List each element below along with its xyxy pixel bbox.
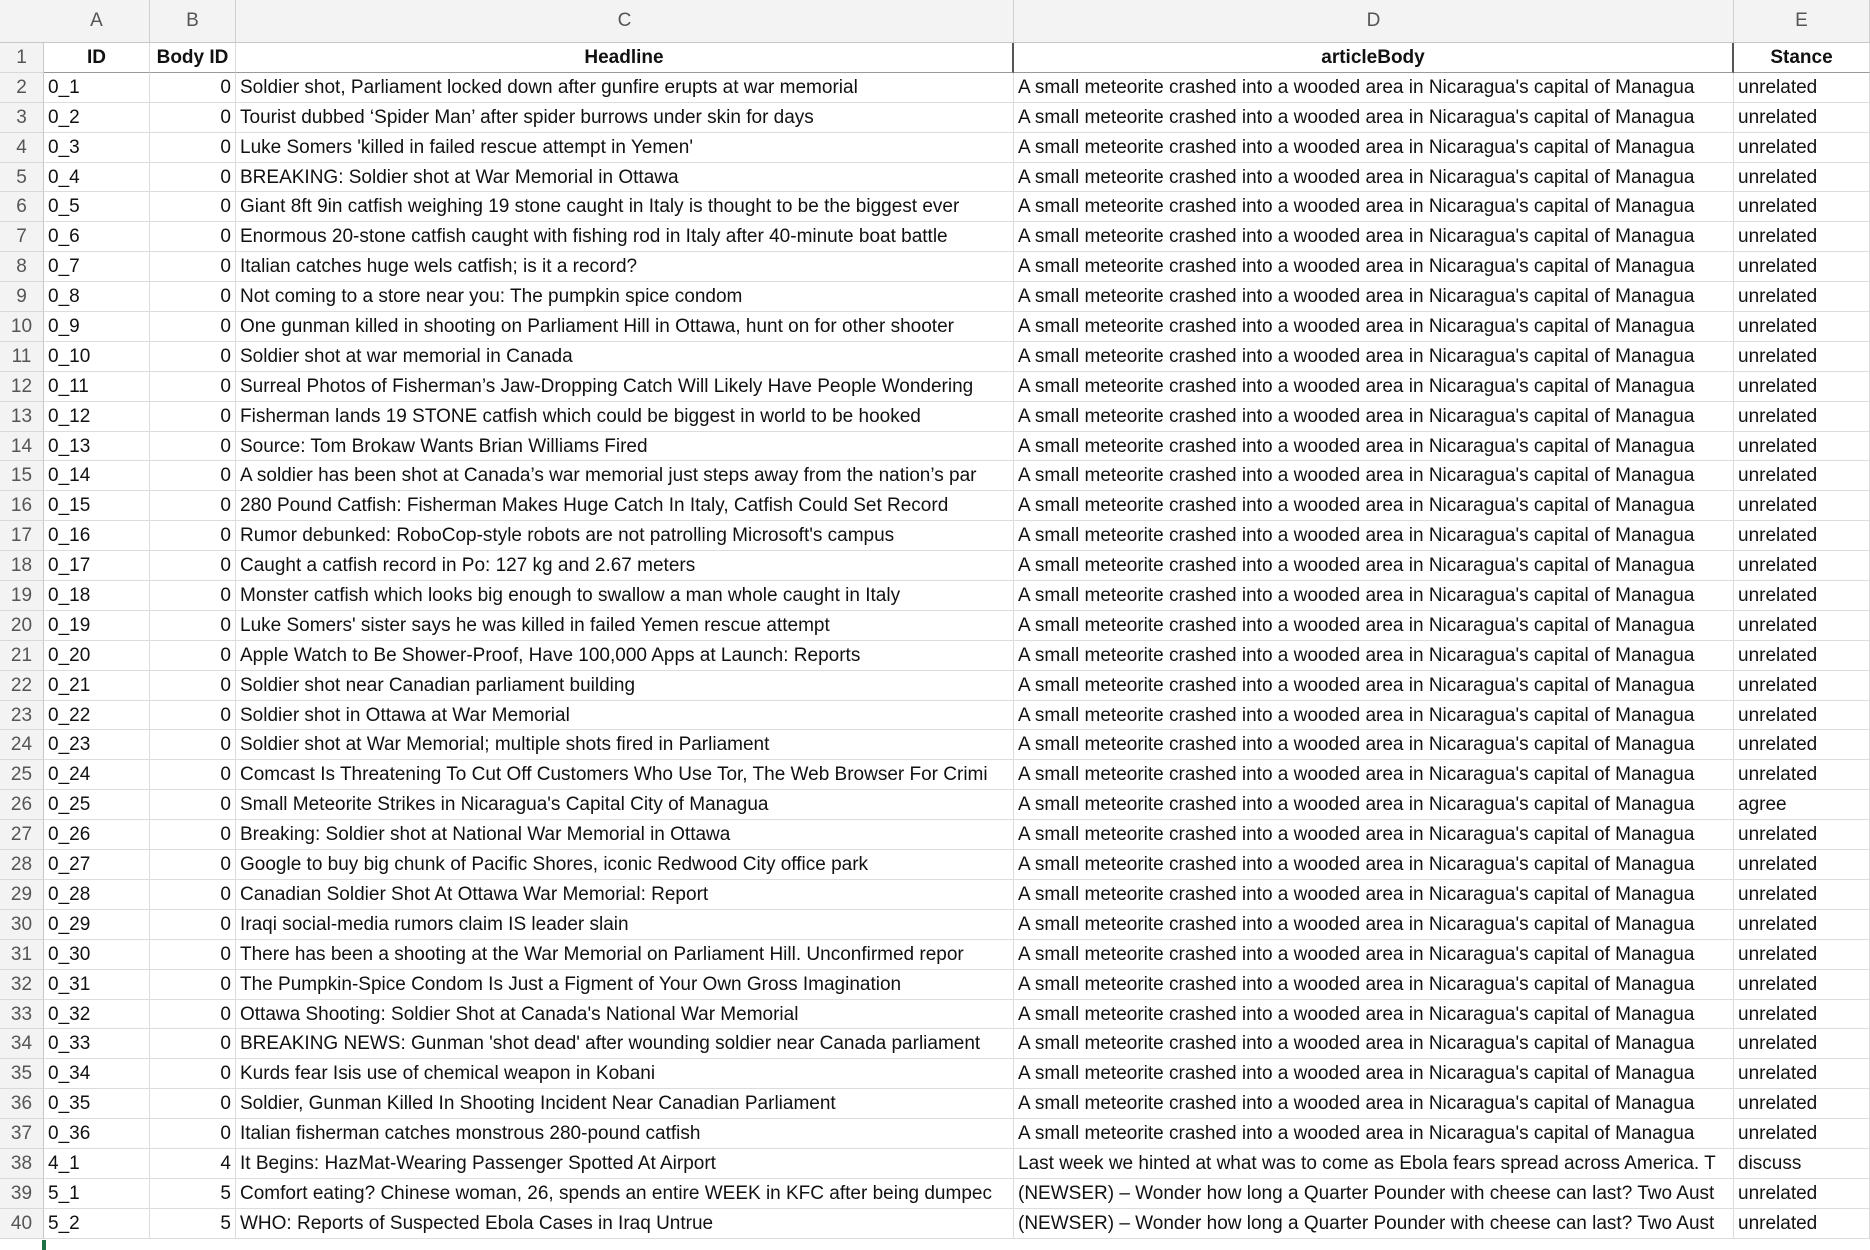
row-number[interactable]: 6 <box>0 192 44 222</box>
row-number[interactable]: 27 <box>0 820 44 850</box>
cell-id[interactable]: 0_28 <box>44 880 150 910</box>
cell-stance[interactable]: unrelated <box>1734 103 1870 133</box>
cell-article-body[interactable]: A small meteorite crashed into a wooded area in Nicaragua's capital of Managua <box>1014 222 1734 252</box>
cell-stance[interactable]: unrelated <box>1734 820 1870 850</box>
table-row <box>0 521 1870 551</box>
cell-headline[interactable]: BREAKING NEWS: Gunman 'shot dead' after wounding soldier near Canada parliament <box>236 1029 1014 1059</box>
cell-headline[interactable]: Italian catches huge wels catfish; is it a record? <box>236 252 1014 282</box>
cell-id[interactable]: 4_1 <box>44 1149 150 1179</box>
table-row <box>0 222 1870 252</box>
column-header-d[interactable]: D <box>1014 0 1734 42</box>
header-id[interactable]: ID <box>44 43 150 73</box>
cell-article-body[interactable]: A small meteorite crashed into a wooded area in Nicaragua's capital of Managua <box>1014 970 1734 1000</box>
cell-stance[interactable]: unrelated <box>1734 222 1870 252</box>
cell-body-id[interactable]: 0 <box>150 820 236 850</box>
cell-headline[interactable]: WHO: Reports of Suspected Ebola Cases in Iraq Untrue <box>236 1209 1014 1239</box>
cell-id[interactable]: 0_34 <box>44 1059 150 1089</box>
cell-article-body[interactable]: A small meteorite crashed into a wooded area in Nicaragua's capital of Managua <box>1014 312 1734 342</box>
row-number[interactable]: 22 <box>0 671 44 701</box>
row-number[interactable]: 34 <box>0 1029 44 1059</box>
cell-article-body[interactable]: A small meteorite crashed into a wooded area in Nicaragua's capital of Managua <box>1014 372 1734 402</box>
table-row <box>0 1179 1870 1209</box>
cell-headline[interactable]: 280 Pound Catfish: Fisherman Makes Huge Catch In Italy, Catfish Could Set Record <box>236 491 1014 521</box>
cell-article-body[interactable]: A small meteorite crashed into a wooded area in Nicaragua's capital of Managua <box>1014 880 1734 910</box>
cell-id[interactable]: 0_27 <box>44 850 150 880</box>
table-row <box>0 1029 1870 1059</box>
cell-body-id[interactable]: 0 <box>150 521 236 551</box>
cell-body-id[interactable]: 0 <box>150 73 236 103</box>
cell-article-body[interactable]: A small meteorite crashed into a wooded area in Nicaragua's capital of Managua <box>1014 1000 1734 1030</box>
table-row <box>0 790 1870 820</box>
cell-headline[interactable]: Soldier shot near Canadian parliament building <box>236 671 1014 701</box>
cell-article-body[interactable]: A small meteorite crashed into a wooded area in Nicaragua's capital of Managua <box>1014 581 1734 611</box>
cell-stance[interactable]: unrelated <box>1734 491 1870 521</box>
cell-stance[interactable]: unrelated <box>1734 671 1870 701</box>
cell-id[interactable]: 0_7 <box>44 252 150 282</box>
cell-article-body[interactable]: A small meteorite crashed into a wooded area in Nicaragua's capital of Managua <box>1014 103 1734 133</box>
cell-article-body[interactable]: A small meteorite crashed into a wooded area in Nicaragua's capital of Managua <box>1014 432 1734 462</box>
row-number[interactable]: 20 <box>0 611 44 641</box>
cell-id[interactable]: 0_24 <box>44 760 150 790</box>
cell-stance[interactable]: unrelated <box>1734 551 1870 581</box>
row-number[interactable]: 14 <box>0 432 44 462</box>
cell-article-body[interactable]: A small meteorite crashed into a wooded area in Nicaragua's capital of Managua <box>1014 940 1734 970</box>
cell-stance[interactable]: unrelated <box>1734 432 1870 462</box>
cell-article-body[interactable]: (NEWSER) – Wonder how long a Quarter Pounder with cheese can last? Two Aust <box>1014 1209 1734 1239</box>
cell-body-id[interactable]: 0 <box>150 910 236 940</box>
cell-stance[interactable]: unrelated <box>1734 910 1870 940</box>
column-header-e[interactable]: E <box>1734 0 1870 42</box>
row-number[interactable]: 23 <box>0 701 44 731</box>
cell-article-body[interactable]: A small meteorite crashed into a wooded area in Nicaragua's capital of Managua <box>1014 910 1734 940</box>
cell-article-body[interactable]: A small meteorite crashed into a wooded area in Nicaragua's capital of Managua <box>1014 671 1734 701</box>
cell-body-id[interactable]: 0 <box>150 282 236 312</box>
cell-id[interactable]: 0_21 <box>44 671 150 701</box>
table-row <box>0 342 1870 372</box>
cell-headline[interactable]: Iraqi social-media rumors claim IS leader slain <box>236 910 1014 940</box>
cell-id[interactable]: 0_10 <box>44 342 150 372</box>
cell-headline[interactable]: It Begins: HazMat-Wearing Passenger Spotted At Airport <box>236 1149 1014 1179</box>
cell-article-body[interactable]: A small meteorite crashed into a wooded area in Nicaragua's capital of Managua <box>1014 252 1734 282</box>
cell-body-id[interactable]: 0 <box>150 671 236 701</box>
cell-id[interactable]: 0_31 <box>44 970 150 1000</box>
cell-stance[interactable]: agree <box>1734 790 1870 820</box>
cell-body-id[interactable]: 0 <box>150 491 236 521</box>
cell-stance[interactable]: unrelated <box>1734 641 1870 671</box>
cell-article-body[interactable]: A small meteorite crashed into a wooded area in Nicaragua's capital of Managua <box>1014 1089 1734 1119</box>
cell-article-body[interactable]: A small meteorite crashed into a wooded area in Nicaragua's capital of Managua <box>1014 521 1734 551</box>
header-headline[interactable]: Headline <box>236 43 1014 73</box>
table-row <box>0 192 1870 222</box>
cell-stance[interactable]: unrelated <box>1734 1059 1870 1089</box>
row-number[interactable]: 28 <box>0 850 44 880</box>
cell-article-body[interactable]: A small meteorite crashed into a wooded area in Nicaragua's capital of Managua <box>1014 701 1734 731</box>
cell-id[interactable]: 0_16 <box>44 521 150 551</box>
cell-stance[interactable]: unrelated <box>1734 163 1870 193</box>
cell-body-id[interactable]: 0 <box>150 1029 236 1059</box>
cell-body-id[interactable]: 0 <box>150 970 236 1000</box>
cell-body-id[interactable]: 0 <box>150 1059 236 1089</box>
cell-article-body[interactable]: Last week we hinted at what was to come as Ebola fears spread across America. T <box>1014 1149 1734 1179</box>
cell-article-body[interactable]: A small meteorite crashed into a wooded area in Nicaragua's capital of Managua <box>1014 192 1734 222</box>
cell-headline[interactable]: Italian fisherman catches monstrous 280-pound catfish <box>236 1119 1014 1149</box>
cell-id[interactable]: 0_4 <box>44 163 150 193</box>
cell-article-body[interactable]: A small meteorite crashed into a wooded area in Nicaragua's capital of Managua <box>1014 730 1734 760</box>
table-row <box>0 910 1870 940</box>
cell-headline[interactable]: Apple Watch to Be Shower-Proof, Have 100,000 Apps at Launch: Reports <box>236 641 1014 671</box>
cell-headline[interactable]: Soldier shot at War Memorial; multiple shots fired in Parliament <box>236 730 1014 760</box>
cell-article-body[interactable]: A small meteorite crashed into a wooded area in Nicaragua's capital of Managua <box>1014 402 1734 432</box>
header-article-body[interactable]: articleBody <box>1014 43 1734 73</box>
column-header-b[interactable]: B <box>150 0 236 42</box>
cell-stance[interactable]: unrelated <box>1734 402 1870 432</box>
cell-body-id[interactable]: 0 <box>150 611 236 641</box>
row-number[interactable]: 7 <box>0 222 44 252</box>
cell-body-id[interactable]: 4 <box>150 1149 236 1179</box>
cell-headline[interactable]: Kurds fear Isis use of chemical weapon in Kobani <box>236 1059 1014 1089</box>
row-number[interactable]: 25 <box>0 760 44 790</box>
row-number[interactable]: 16 <box>0 491 44 521</box>
cell-body-id[interactable]: 0 <box>150 163 236 193</box>
row-number[interactable]: 37 <box>0 1119 44 1149</box>
table-row <box>0 581 1870 611</box>
cell-headline[interactable]: Monster catfish which looks big enough to swallow a man whole caught in Italy <box>236 581 1014 611</box>
cell-stance[interactable]: unrelated <box>1734 701 1870 731</box>
row-number[interactable]: 13 <box>0 402 44 432</box>
cell-id[interactable]: 0_12 <box>44 402 150 432</box>
table-row <box>0 402 1870 432</box>
cell-article-body[interactable]: A small meteorite crashed into a wooded area in Nicaragua's capital of Managua <box>1014 1029 1734 1059</box>
cell-id[interactable]: 0_26 <box>44 820 150 850</box>
cell-headline[interactable]: Soldier shot in Ottawa at War Memorial <box>236 701 1014 731</box>
column-header-a[interactable]: A <box>44 0 150 42</box>
row-number[interactable]: 18 <box>0 551 44 581</box>
header-stance[interactable]: Stance <box>1734 43 1870 73</box>
cell-id[interactable]: 0_6 <box>44 222 150 252</box>
cell-article-body[interactable]: A small meteorite crashed into a wooded area in Nicaragua's capital of Managua <box>1014 1119 1734 1149</box>
cell-body-id[interactable]: 0 <box>150 372 236 402</box>
cell-headline[interactable]: Soldier, Gunman Killed In Shooting Incident Near Canadian Parliament <box>236 1089 1014 1119</box>
cell-id[interactable]: 5_2 <box>44 1209 150 1239</box>
cell-body-id[interactable]: 0 <box>150 551 236 581</box>
table-row <box>0 551 1870 581</box>
cell-article-body[interactable]: A small meteorite crashed into a wooded area in Nicaragua's capital of Managua <box>1014 282 1734 312</box>
row-number[interactable]: 36 <box>0 1089 44 1119</box>
table-row <box>0 1000 1870 1030</box>
row-number[interactable]: 11 <box>0 342 44 372</box>
cell-id[interactable]: 0_18 <box>44 581 150 611</box>
cell-headline[interactable]: Google to buy big chunk of Pacific Shores, iconic Redwood City office park <box>236 850 1014 880</box>
cell-article-body[interactable]: A small meteorite crashed into a wooded area in Nicaragua's capital of Managua <box>1014 1059 1734 1089</box>
cell-stance[interactable]: unrelated <box>1734 252 1870 282</box>
cell-article-body[interactable]: A small meteorite crashed into a wooded area in Nicaragua's capital of Managua <box>1014 611 1734 641</box>
row-number[interactable]: 38 <box>0 1149 44 1179</box>
cell-body-id[interactable]: 5 <box>150 1209 236 1239</box>
cell-article-body[interactable]: A small meteorite crashed into a wooded area in Nicaragua's capital of Managua <box>1014 461 1734 491</box>
cell-headline[interactable]: Soldier shot, Parliament locked down after gunfire erupts at war memorial <box>236 73 1014 103</box>
cell-body-id[interactable]: 0 <box>150 940 236 970</box>
cell-stance[interactable]: discuss <box>1734 1149 1870 1179</box>
cell-article-body[interactable]: A small meteorite crashed into a wooded area in Nicaragua's capital of Managua <box>1014 73 1734 103</box>
cell-body-id[interactable]: 0 <box>150 701 236 731</box>
cell-stance[interactable]: unrelated <box>1734 581 1870 611</box>
cell-stance[interactable]: unrelated <box>1734 1089 1870 1119</box>
cell-stance[interactable]: unrelated <box>1734 880 1870 910</box>
cell-id[interactable]: 0_20 <box>44 641 150 671</box>
table-header-row <box>0 43 1870 73</box>
cell-headline[interactable]: A soldier has been shot at Canada’s war memorial just steps away from the nation’s par <box>236 461 1014 491</box>
cell-stance[interactable]: unrelated <box>1734 521 1870 551</box>
table-row <box>0 73 1870 103</box>
table-row <box>0 701 1870 731</box>
cell-headline[interactable]: Comfort eating? Chinese woman, 26, spends an entire WEEK in KFC after being dumpec <box>236 1179 1014 1209</box>
cell-body-id[interactable]: 0 <box>150 103 236 133</box>
cell-id[interactable]: 0_30 <box>44 940 150 970</box>
cell-stance[interactable]: unrelated <box>1734 1119 1870 1149</box>
row-number[interactable]: 8 <box>0 252 44 282</box>
row-number[interactable]: 2 <box>0 73 44 103</box>
row-number[interactable]: 29 <box>0 880 44 910</box>
table-row <box>0 282 1870 312</box>
cell-headline[interactable]: Tourist dubbed ‘Spider Man’ after spider burrows under skin for days <box>236 103 1014 133</box>
cell-id[interactable]: 0_23 <box>44 730 150 760</box>
cell-stance[interactable]: unrelated <box>1734 760 1870 790</box>
table-row <box>0 1089 1870 1119</box>
row-number[interactable]: 40 <box>0 1209 44 1239</box>
table-row <box>0 940 1870 970</box>
cell-stance[interactable]: unrelated <box>1734 372 1870 402</box>
cell-headline[interactable]: Luke Somers' sister says he was killed in failed Yemen rescue attempt <box>236 611 1014 641</box>
cell-id[interactable]: 0_5 <box>44 192 150 222</box>
cell-stance[interactable]: unrelated <box>1734 730 1870 760</box>
table-row <box>0 671 1870 701</box>
cell-body-id[interactable]: 0 <box>150 192 236 222</box>
cell-stance[interactable]: unrelated <box>1734 970 1870 1000</box>
row-number[interactable]: 33 <box>0 1000 44 1030</box>
cell-id[interactable]: 0_19 <box>44 611 150 641</box>
cell-article-body[interactable]: A small meteorite crashed into a wooded area in Nicaragua's capital of Managua <box>1014 820 1734 850</box>
cell-headline[interactable]: Luke Somers 'killed in failed rescue attempt in Yemen' <box>236 133 1014 163</box>
cell-id[interactable]: 0_32 <box>44 1000 150 1030</box>
cell-headline[interactable]: Surreal Photos of Fisherman’s Jaw-Dropping Catch Will Likely Have People Wondering <box>236 372 1014 402</box>
row-number[interactable]: 39 <box>0 1179 44 1209</box>
selection-indicator <box>42 1240 46 1250</box>
table-row <box>0 970 1870 1000</box>
cell-id[interactable]: 0_11 <box>44 372 150 402</box>
cell-headline[interactable]: Rumor debunked: RoboCop-style robots are not patrolling Microsoft's campus <box>236 521 1014 551</box>
cell-article-body[interactable]: A small meteorite crashed into a wooded area in Nicaragua's capital of Managua <box>1014 760 1734 790</box>
table-row <box>0 641 1870 671</box>
column-header-c[interactable]: C <box>236 0 1014 42</box>
cell-body-id[interactable]: 0 <box>150 880 236 910</box>
cell-body-id[interactable]: 0 <box>150 850 236 880</box>
cell-article-body[interactable]: A small meteorite crashed into a wooded area in Nicaragua's capital of Managua <box>1014 491 1734 521</box>
cell-body-id[interactable]: 0 <box>150 133 236 163</box>
cell-headline[interactable]: The Pumpkin-Spice Condom Is Just a Figment of Your Own Gross Imagination <box>236 970 1014 1000</box>
row-number[interactable]: 21 <box>0 641 44 671</box>
table-row <box>0 312 1870 342</box>
cell-id[interactable]: 0_33 <box>44 1029 150 1059</box>
cell-stance[interactable]: unrelated <box>1734 1029 1870 1059</box>
cell-headline[interactable]: Small Meteorite Strikes in Nicaragua's Capital City of Managua <box>236 790 1014 820</box>
cell-headline[interactable]: Not coming to a store near you: The pumpkin spice condom <box>236 282 1014 312</box>
cell-stance[interactable]: unrelated <box>1734 850 1870 880</box>
cell-stance[interactable]: unrelated <box>1734 73 1870 103</box>
cell-id[interactable]: 0_15 <box>44 491 150 521</box>
cell-article-body[interactable]: A small meteorite crashed into a wooded area in Nicaragua's capital of Managua <box>1014 850 1734 880</box>
cell-stance[interactable]: unrelated <box>1734 342 1870 372</box>
cell-headline[interactable]: Giant 8ft 9in catfish weighing 19 stone caught in Italy is thought to be the biggest ever <box>236 192 1014 222</box>
cell-headline[interactable]: Fisherman lands 19 STONE catfish which could be biggest in world to be hooked <box>236 402 1014 432</box>
cell-article-body[interactable]: A small meteorite crashed into a wooded area in Nicaragua's capital of Managua <box>1014 163 1734 193</box>
cell-stance[interactable]: unrelated <box>1734 461 1870 491</box>
row-number[interactable]: 3 <box>0 103 44 133</box>
table-row <box>0 1209 1870 1239</box>
table-row <box>0 103 1870 133</box>
cell-stance[interactable]: unrelated <box>1734 282 1870 312</box>
cell-headline[interactable]: Canadian Soldier Shot At Ottawa War Memorial: Report <box>236 880 1014 910</box>
row-number[interactable]: 15 <box>0 461 44 491</box>
cell-body-id[interactable]: 0 <box>150 1089 236 1119</box>
row-number[interactable]: 1 <box>0 43 44 73</box>
cell-article-body[interactable]: A small meteorite crashed into a wooded area in Nicaragua's capital of Managua <box>1014 641 1734 671</box>
cell-id[interactable]: 0_2 <box>44 103 150 133</box>
cell-id[interactable]: 0_1 <box>44 73 150 103</box>
cell-headline[interactable]: Breaking: Soldier shot at National War Memorial in Ottawa <box>236 820 1014 850</box>
cell-body-id[interactable]: 0 <box>150 222 236 252</box>
cell-headline[interactable]: Ottawa Shooting: Soldier Shot at Canada's National War Memorial <box>236 1000 1014 1030</box>
table-row <box>0 820 1870 850</box>
cell-id[interactable]: 0_29 <box>44 910 150 940</box>
cell-headline[interactable]: There has been a shooting at the War Memorial on Parliament Hill. Unconfirmed repor <box>236 940 1014 970</box>
cell-body-id[interactable]: 0 <box>150 1119 236 1149</box>
cell-headline[interactable]: Enormous 20-stone catfish caught with fishing rod in Italy after 40-minute boat battle <box>236 222 1014 252</box>
cell-stance[interactable]: unrelated <box>1734 1179 1870 1209</box>
cell-id[interactable]: 0_13 <box>44 432 150 462</box>
cell-stance[interactable]: unrelated <box>1734 611 1870 641</box>
cell-article-body[interactable]: A small meteorite crashed into a wooded area in Nicaragua's capital of Managua <box>1014 790 1734 820</box>
cell-headline[interactable]: BREAKING: Soldier shot at War Memorial in Ottawa <box>236 163 1014 193</box>
row-number[interactable]: 4 <box>0 133 44 163</box>
cell-body-id[interactable]: 0 <box>150 790 236 820</box>
cell-body-id[interactable]: 5 <box>150 1179 236 1209</box>
table-row <box>0 133 1870 163</box>
table-row <box>0 372 1870 402</box>
cell-id[interactable]: 0_36 <box>44 1119 150 1149</box>
cell-body-id[interactable]: 0 <box>150 581 236 611</box>
header-body-id[interactable]: Body ID <box>150 43 236 73</box>
cell-article-body[interactable]: (NEWSER) – Wonder how long a Quarter Pounder with cheese can last? Two Aust <box>1014 1179 1734 1209</box>
grid-rows <box>0 43 1870 1239</box>
cell-id[interactable]: 0_3 <box>44 133 150 163</box>
cell-body-id[interactable]: 0 <box>150 1000 236 1030</box>
table-row <box>0 730 1870 760</box>
row-number[interactable]: 32 <box>0 970 44 1000</box>
cell-article-body[interactable]: A small meteorite crashed into a wooded area in Nicaragua's capital of Managua <box>1014 342 1734 372</box>
table-row <box>0 611 1870 641</box>
row-number[interactable]: 9 <box>0 282 44 312</box>
cell-stance[interactable]: unrelated <box>1734 1209 1870 1239</box>
cell-stance[interactable]: unrelated <box>1734 192 1870 222</box>
row-number[interactable]: 31 <box>0 940 44 970</box>
cell-body-id[interactable]: 0 <box>150 402 236 432</box>
cell-id[interactable]: 0_22 <box>44 701 150 731</box>
row-number[interactable]: 30 <box>0 910 44 940</box>
cell-id[interactable]: 0_14 <box>44 461 150 491</box>
table-row <box>0 461 1870 491</box>
cell-headline[interactable]: Caught a catfish record in Po: 127 kg and 2.67 meters <box>236 551 1014 581</box>
cell-stance[interactable]: unrelated <box>1734 940 1870 970</box>
cell-id[interactable]: 0_35 <box>44 1089 150 1119</box>
table-row <box>0 163 1870 193</box>
cell-article-body[interactable]: A small meteorite crashed into a wooded area in Nicaragua's capital of Managua <box>1014 133 1734 163</box>
cell-body-id[interactable]: 0 <box>150 432 236 462</box>
cell-article-body[interactable]: A small meteorite crashed into a wooded area in Nicaragua's capital of Managua <box>1014 551 1734 581</box>
cell-headline[interactable]: Source: Tom Brokaw Wants Brian Williams Fired <box>236 432 1014 462</box>
cell-id[interactable]: 0_17 <box>44 551 150 581</box>
row-number[interactable]: 10 <box>0 312 44 342</box>
table-row <box>0 252 1870 282</box>
row-number[interactable]: 24 <box>0 730 44 760</box>
cell-body-id[interactable]: 0 <box>150 312 236 342</box>
cell-body-id[interactable]: 0 <box>150 760 236 790</box>
cell-id[interactable]: 5_1 <box>44 1179 150 1209</box>
cell-body-id[interactable]: 0 <box>150 641 236 671</box>
cell-stance[interactable]: unrelated <box>1734 133 1870 163</box>
cell-id[interactable]: 0_8 <box>44 282 150 312</box>
table-row <box>0 1059 1870 1089</box>
cell-body-id[interactable]: 0 <box>150 461 236 491</box>
table-row <box>0 880 1870 910</box>
row-number[interactable]: 19 <box>0 581 44 611</box>
row-number[interactable]: 26 <box>0 790 44 820</box>
row-number[interactable]: 17 <box>0 521 44 551</box>
cell-headline[interactable]: Soldier shot at war memorial in Canada <box>236 342 1014 372</box>
cell-body-id[interactable]: 0 <box>150 342 236 372</box>
cell-stance[interactable]: unrelated <box>1734 312 1870 342</box>
cell-id[interactable]: 0_9 <box>44 312 150 342</box>
table-row <box>0 491 1870 521</box>
table-row <box>0 1119 1870 1149</box>
cell-id[interactable]: 0_25 <box>44 790 150 820</box>
column-header-bar <box>0 0 1870 43</box>
cell-headline[interactable]: Comcast Is Threatening To Cut Off Customers Who Use Tor, The Web Browser For Crimi <box>236 760 1014 790</box>
table-row <box>0 850 1870 880</box>
row-number[interactable]: 12 <box>0 372 44 402</box>
row-number[interactable]: 5 <box>0 163 44 193</box>
table-row <box>0 432 1870 462</box>
cell-body-id[interactable]: 0 <box>150 252 236 282</box>
row-number[interactable]: 35 <box>0 1059 44 1089</box>
cell-headline[interactable]: One gunman killed in shooting on Parliament Hill in Ottawa, hunt on for other shooter <box>236 312 1014 342</box>
table-row <box>0 1149 1870 1179</box>
cell-body-id[interactable]: 0 <box>150 730 236 760</box>
table-row <box>0 760 1870 790</box>
cell-stance[interactable]: unrelated <box>1734 1000 1870 1030</box>
